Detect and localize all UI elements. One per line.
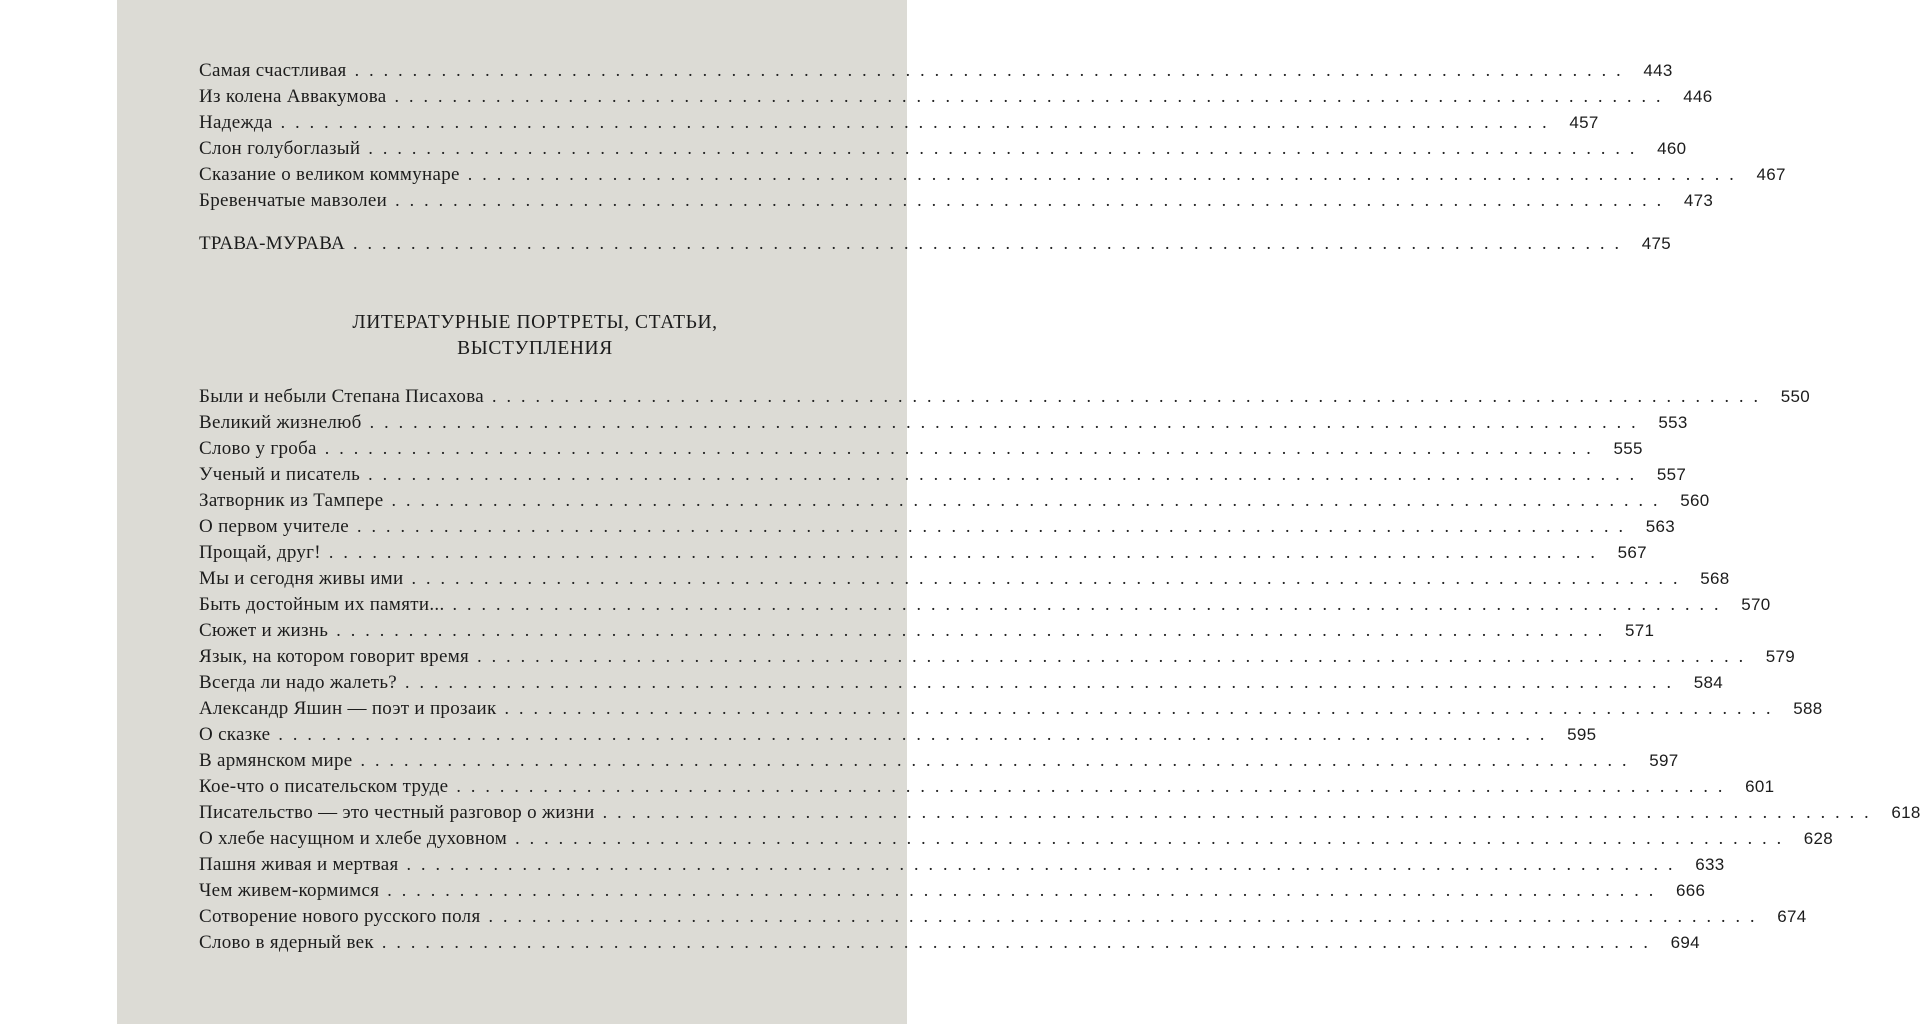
toc-entry: [199, 539, 1647, 565]
toc-entry: [199, 721, 1597, 747]
toc-entry: [199, 825, 1834, 851]
toc-entry-title: Ученый и писатель: [199, 464, 361, 485]
toc-entry: [199, 591, 1771, 617]
dot-leader: ........................................................................................: [336, 620, 1613, 640]
toc-entry-title: Кое-что о писательском труде: [199, 776, 449, 797]
toc-section-list: [199, 383, 1921, 955]
toc-entry-page: 584: [1693, 673, 1724, 692]
toc-entry: [199, 851, 1725, 877]
toc-entry-title: В армянском мире: [199, 750, 353, 771]
toc-entry-title: Пашня живая и мертвая: [199, 854, 399, 875]
dot-leader: ........................................................................................: [395, 190, 1672, 210]
toc-entry-page: 694: [1670, 933, 1700, 952]
toc-entry-title: Сотворение нового русского поля: [199, 906, 481, 927]
dot-leader: ........................................................................................: [394, 86, 1671, 106]
dot-leader: ........................................................................................: [456, 776, 1733, 796]
toc-entry-title: Мы и сегодня живы ими: [199, 568, 404, 589]
section-heading: [199, 310, 871, 362]
toc-entry-title: Затворник из Тампере: [199, 490, 384, 511]
toc-entry-page: 601: [1745, 777, 1775, 796]
toc-entry: [199, 747, 1679, 773]
toc-entry-page: 570: [1741, 595, 1771, 614]
dot-leader: ........................................................................................: [360, 750, 1637, 770]
toc-entry-title: Слон голубоглазый: [199, 138, 361, 159]
toc-entry-page: 563: [1645, 517, 1675, 536]
toc-entry-title: Чем живем-кормимся: [199, 880, 380, 901]
toc-entry-title: Бревенчатые мавзолеи: [199, 190, 388, 211]
toc-entry-page: 571: [1624, 621, 1655, 640]
toc-entry-page: 473: [1683, 191, 1714, 210]
toc-entry-page: 460: [1657, 139, 1687, 158]
toc-entry-page: 567: [1617, 543, 1647, 562]
toc-entry: [199, 487, 1710, 513]
toc-entry: [199, 409, 1688, 435]
toc-entry: [199, 513, 1675, 539]
toc-entry: [199, 695, 1823, 721]
dot-leader: ........................................................................................: [477, 646, 1754, 666]
dot-leader: ........................................................................................: [491, 386, 1768, 406]
toc-entry-page: 588: [1793, 699, 1823, 718]
toc-entry-page: 618: [1891, 803, 1921, 822]
dot-leader: ........................................................................................: [602, 802, 1879, 822]
toc-entry-title: О хлебе насущном и хлебе духовном: [199, 828, 508, 849]
toc-entry-title: Из колена Аввакумова: [199, 86, 387, 107]
toc-entry: [199, 565, 1730, 591]
toc-entry-page: 553: [1658, 413, 1688, 432]
toc-entry: [199, 109, 1599, 135]
toc-entry-title: Великий жизнелюб: [199, 412, 362, 433]
toc-entry: [199, 435, 1643, 461]
toc-entry: [199, 617, 1655, 643]
dot-leader: ........................................................................................: [368, 138, 1645, 158]
toc-main-entry: [199, 230, 1671, 256]
toc-entry-page: 475: [1641, 234, 1671, 253]
toc-entry-title: ТРАВА-МУРАВА: [199, 233, 345, 254]
toc-entry-title: Язык, на котором говорит время: [199, 646, 470, 667]
toc-entry-page: 443: [1643, 61, 1673, 80]
dot-leader: ........................................................................................: [354, 60, 1631, 80]
toc-entry: [199, 187, 1714, 213]
toc-entry-title: О сказке: [199, 724, 271, 745]
dot-leader: ........................................................................................: [515, 828, 1792, 848]
toc-entry-title: Всегда ли надо жалеть?: [199, 672, 398, 693]
toc-entry-page: 560: [1680, 491, 1710, 510]
toc-entry-page: 579: [1765, 647, 1796, 666]
dot-leader: ........................................................................................: [391, 490, 1668, 510]
toc-entry: [199, 903, 1807, 929]
toc-entry: [199, 230, 1671, 256]
dot-leader: ........................................................................................: [324, 438, 1601, 458]
dot-leader: ........................................................................................: [504, 698, 1781, 718]
toc-entry-title: Писательство — это честный разговор о жизни: [199, 802, 595, 823]
toc-entry: [199, 773, 1775, 799]
toc-entry-page: 457: [1569, 113, 1599, 132]
toc-entry-title: Прощай, друг!: [199, 542, 321, 563]
section-heading-line: ВЫСТУПЛЕНИЯ: [457, 338, 613, 359]
toc-entry-title: Сюжет и жизнь: [199, 620, 329, 641]
toc-entry: [199, 57, 1673, 83]
dot-leader: ........................................................................................: [369, 412, 1646, 432]
toc-top-list: [199, 57, 1786, 213]
dot-leader: ........................................................................................: [381, 932, 1658, 952]
dot-leader: ........................................................................................: [278, 724, 1555, 744]
toc-entry-title: Слово в ядерный век: [199, 932, 374, 953]
toc-entry-page: 628: [1803, 829, 1834, 848]
dot-leader: ........................................................................................: [368, 464, 1645, 484]
toc-entry: [199, 877, 1706, 903]
toc-entry-title: О первом учителе: [199, 516, 349, 537]
dot-leader: ........................................................................................: [357, 516, 1633, 536]
toc-entry: [199, 669, 1724, 695]
dot-leader: ........................................................................................: [405, 672, 1682, 692]
toc-entry-title: Быть достойным их памяти...: [199, 594, 445, 615]
toc-entry: [199, 161, 1786, 187]
toc-entry-title: Надежда: [199, 112, 273, 133]
toc-entry: [199, 461, 1687, 487]
toc-entry-page: 595: [1567, 725, 1597, 744]
toc-entry: [199, 929, 1700, 955]
dot-leader: ........................................................................................: [467, 164, 1744, 184]
book-page: [117, 0, 1921, 1024]
toc-entry-page: 446: [1683, 87, 1713, 106]
toc-entry: [199, 83, 1713, 109]
dot-leader: ........................................................................................: [353, 233, 1629, 253]
toc-entry-page: 557: [1656, 465, 1687, 484]
toc-entry-page: 633: [1695, 855, 1725, 874]
toc-entry-page: 550: [1780, 387, 1810, 406]
toc-entry-page: 597: [1649, 751, 1679, 770]
toc-entry-page: 568: [1700, 569, 1730, 588]
toc-entry-page: 555: [1613, 439, 1643, 458]
dot-leader: ........................................................................................: [328, 542, 1605, 562]
toc-entry: [199, 135, 1687, 161]
toc-entry-title: Были и небыли Степана Писахова: [199, 386, 484, 407]
toc-entry-title: Александр Яшин — поэт и прозаик: [199, 698, 497, 719]
toc-entry: [199, 799, 1921, 825]
toc-entry: [199, 383, 1810, 409]
dot-leader: ........................................................................................: [411, 568, 1688, 588]
toc-entry: [199, 643, 1796, 669]
dot-leader: ........................................................................................: [280, 112, 1557, 132]
toc-entry-title: Слово у гроба: [199, 438, 317, 459]
toc-entry-title: Сказание о великом коммунаре: [199, 164, 460, 185]
section-heading-line: ЛИТЕРАТУРНЫЕ ПОРТРЕТЫ, СТАТЬИ,: [352, 312, 718, 333]
toc-entry-page: 666: [1676, 881, 1706, 900]
toc-entry-page: 674: [1777, 907, 1807, 926]
dot-leader: ........................................................................................: [488, 906, 1765, 926]
dot-leader: ........................................................................................: [452, 594, 1729, 614]
dot-leader: ........................................................................................: [387, 880, 1664, 900]
toc-entry-page: 467: [1756, 165, 1786, 184]
toc-entry-title: Самая счастливая: [199, 60, 347, 81]
dot-leader: ........................................................................................: [406, 854, 1683, 874]
